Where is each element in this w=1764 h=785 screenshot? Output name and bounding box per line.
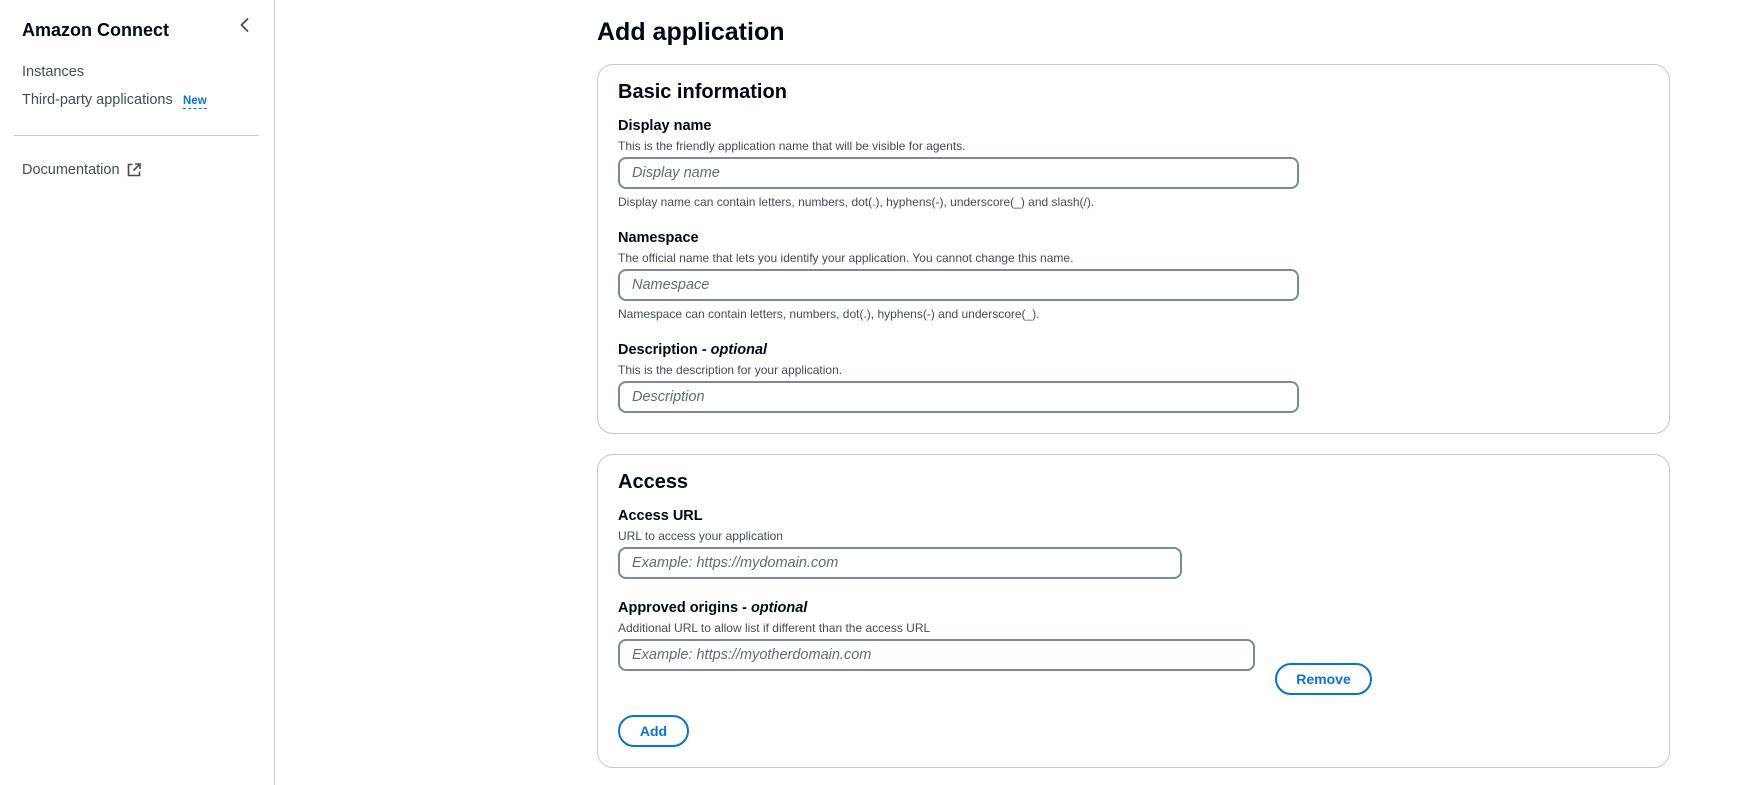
description-label: Description - optional [618, 342, 768, 358]
documentation-label: Documentation [22, 162, 120, 178]
approved-origins-input[interactable] [618, 639, 1255, 671]
side-navigation [0, 0, 275, 785]
namespace-constraint: Namespace can contain letters, numbers, dot(.), hyphens(-) and underscore(_). [618, 307, 1040, 321]
display-name-description: This is the friendly application name that will be visible for agents. [618, 139, 966, 153]
description-label-text: Description [618, 342, 698, 358]
access-url-input[interactable] [618, 547, 1182, 579]
access-heading: Access [618, 471, 689, 493]
access-panel [597, 454, 1670, 768]
sidebar-divider [14, 135, 259, 136]
remove-button[interactable]: Remove [1275, 663, 1372, 695]
sidebar-item-instances[interactable]: Instances [22, 64, 85, 80]
description-input[interactable] [618, 381, 1299, 413]
sidebar-item-third-party-applications[interactable]: Third-party applications [22, 92, 173, 108]
access-url-description: URL to access your application [618, 529, 783, 543]
namespace-input[interactable] [618, 269, 1299, 301]
new-badge: New [183, 95, 207, 107]
display-name-input[interactable] [618, 157, 1299, 189]
approved-origins-label: Approved origins - optional [618, 600, 808, 616]
optional-tag: optional [710, 342, 768, 358]
access-url-label: Access URL [618, 508, 703, 524]
description-description: This is the description for your application. [618, 363, 843, 377]
sidebar-item-documentation[interactable] [22, 162, 142, 178]
display-name-constraint: Display name can contain letters, numbers, dot(.), hyphens(-), underscore(_) and slash(/). [618, 195, 1095, 209]
external-link-icon [126, 162, 142, 178]
sidebar-title[interactable]: Amazon Connect [22, 20, 170, 40]
optional-tag: optional [750, 600, 808, 616]
approved-origins-label-text: Approved origins [618, 600, 739, 616]
basic-information-panel [597, 64, 1670, 434]
approved-origins-description: Additional URL to allow list if different than the access URL [618, 621, 931, 635]
basic-information-heading: Basic information [618, 81, 787, 103]
namespace-description: The official name that lets you identify your application. You cannot change this name. [618, 251, 1074, 265]
page-title: Add application [597, 18, 785, 46]
namespace-label: Namespace [618, 230, 699, 246]
display-name-label: Display name [618, 118, 712, 134]
collapse-sidebar-icon[interactable] [236, 16, 254, 34]
add-button[interactable]: Add [618, 715, 689, 747]
